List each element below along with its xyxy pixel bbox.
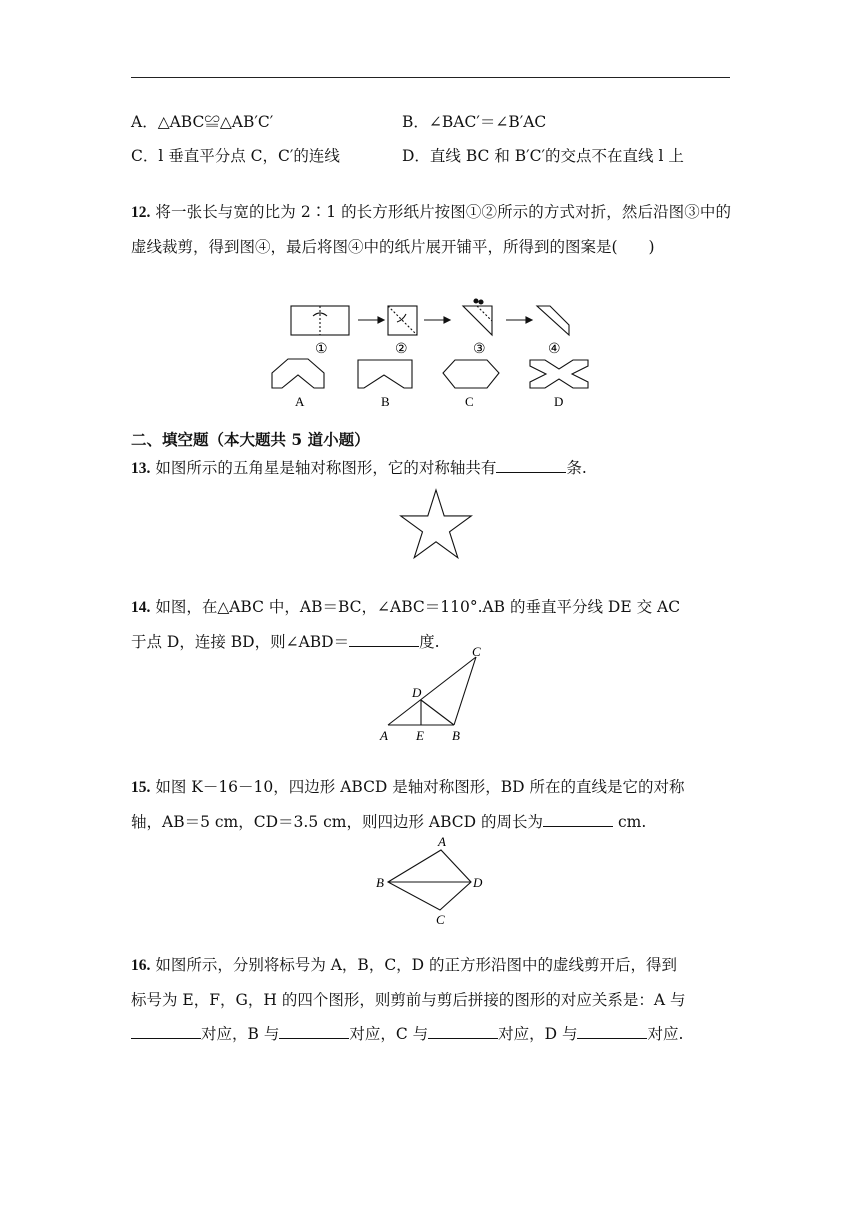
q14-line1: 如图，在△ABC 中，AB＝BC，∠ABC＝110°.AB 的垂直平分线 DE 交 AC xyxy=(155,598,681,616)
section-heading: 二、填空题（本大题共 5 道小题） xyxy=(131,430,370,449)
choice-label-c: C xyxy=(465,394,474,409)
q14-line2-before: 于点 D，连接 BD，则∠ABD＝ xyxy=(131,633,350,651)
q15-line2-after: cm. xyxy=(617,813,647,831)
fold-step-3-triangle xyxy=(463,306,492,335)
choice-b-shape xyxy=(358,360,412,388)
q16-blank-d[interactable] xyxy=(577,1024,647,1039)
q16-seg-b: 对应，B 与 xyxy=(201,1025,280,1043)
arrow-1-head xyxy=(378,317,384,323)
q16-blank-c[interactable] xyxy=(428,1024,498,1039)
fold-step-4-shape xyxy=(537,306,569,335)
choice-label-d: D xyxy=(554,394,564,409)
label-a: A xyxy=(438,834,446,849)
q12-number: 12. xyxy=(131,204,151,221)
segment-bc xyxy=(454,657,476,725)
q13-answer-blank[interactable] xyxy=(496,458,566,473)
segment-bd xyxy=(421,700,454,725)
q15-line2-before: 轴，AB＝5 cm，CD＝3.5 cm，则四边形 ABCD 的周长为 xyxy=(131,813,544,831)
scissors-icon xyxy=(474,299,483,304)
q16-blank-a[interactable] xyxy=(131,1024,201,1039)
arrow-2-head xyxy=(444,317,450,323)
q14-line2-after: 度. xyxy=(419,633,440,651)
fig-label-1: ① xyxy=(315,342,328,357)
fold-arrow-2-icon xyxy=(397,314,406,322)
choice-label-b: B xyxy=(381,394,390,409)
q15-answer-blank[interactable] xyxy=(543,812,613,827)
header-rule xyxy=(131,77,730,78)
q15-line1: 如图 K－16－10，四边形 ABCD 是轴对称图形，BD 所在的直线是它的对称 xyxy=(155,778,685,796)
fig-label-4: ④ xyxy=(548,342,561,357)
q16-number: 16. xyxy=(131,957,151,974)
q12-figure xyxy=(260,296,600,410)
q13-after: 条. xyxy=(566,459,587,477)
fig-label-2: ② xyxy=(395,342,408,357)
choice-d-shape xyxy=(530,360,588,388)
choice-c-shape xyxy=(443,360,499,388)
q15-number: 15. xyxy=(131,779,151,796)
arrow-3-head xyxy=(526,317,532,323)
label-c: C xyxy=(436,912,445,927)
q16-seg-d: 对应，D 与 xyxy=(498,1025,578,1043)
q16-text xyxy=(131,948,731,1051)
q11-option-b: B．∠BAC′＝∠B′AC xyxy=(402,113,547,131)
label-a: A xyxy=(380,728,388,743)
cut-line-dash xyxy=(477,306,492,321)
q11-option-a: A．△ABC≌△AB′C′ xyxy=(131,113,274,131)
label-d: D xyxy=(412,685,422,700)
label-c: C xyxy=(472,644,481,659)
choice-a-shape xyxy=(272,359,324,388)
q16-seg-end: 对应. xyxy=(647,1025,684,1043)
q11-option-c: C．l 垂直平分点 C，C′的连线 xyxy=(131,147,340,165)
label-b: B xyxy=(452,728,460,743)
fig-label-3: ③ xyxy=(473,342,486,357)
q14-number: 14. xyxy=(131,599,151,616)
q12-body: 将一张长与宽的比为 2∶1 的长方形纸片按图①②所示的方式对折，然后沿图③中的虚线裁剪，得到图④，最后将图④中的纸片展开铺平，所得到的图案是( ) xyxy=(131,203,731,256)
q16-blank-b[interactable] xyxy=(279,1024,349,1039)
q12-text xyxy=(131,195,731,264)
label-b: B xyxy=(376,875,384,890)
q13-number: 13. xyxy=(131,460,151,477)
choice-label-a: A xyxy=(295,394,305,409)
q11-option-d: D．直线 BC 和 B′C′的交点不在直线 l 上 xyxy=(402,147,684,165)
q15-text xyxy=(131,770,731,839)
segment-ac xyxy=(388,657,476,725)
q13-text xyxy=(131,456,587,478)
q16-line1: 如图所示，分别将标号为 A，B，C，D 的正方形沿图中的虚线剪开后，得到 xyxy=(155,956,678,974)
q14-triangle-figure xyxy=(372,644,492,744)
q13-before: 如图所示的五角星是轴对称图形，它的对称轴共有 xyxy=(155,459,497,477)
label-e: E xyxy=(416,728,424,743)
q15-kite-figure xyxy=(372,834,492,928)
kite-abcd xyxy=(388,850,471,910)
fold-step-2-dash xyxy=(388,306,417,335)
q16-seg-c: 对应，C 与 xyxy=(349,1025,429,1043)
star-figure xyxy=(398,488,476,564)
label-d: D xyxy=(473,875,483,890)
q16-line2: 标号为 E，F，G，H 的四个图形，则剪前与剪后拼接的图形的对应关系是：A 与 xyxy=(131,991,686,1009)
five-pointed-star xyxy=(401,490,472,558)
